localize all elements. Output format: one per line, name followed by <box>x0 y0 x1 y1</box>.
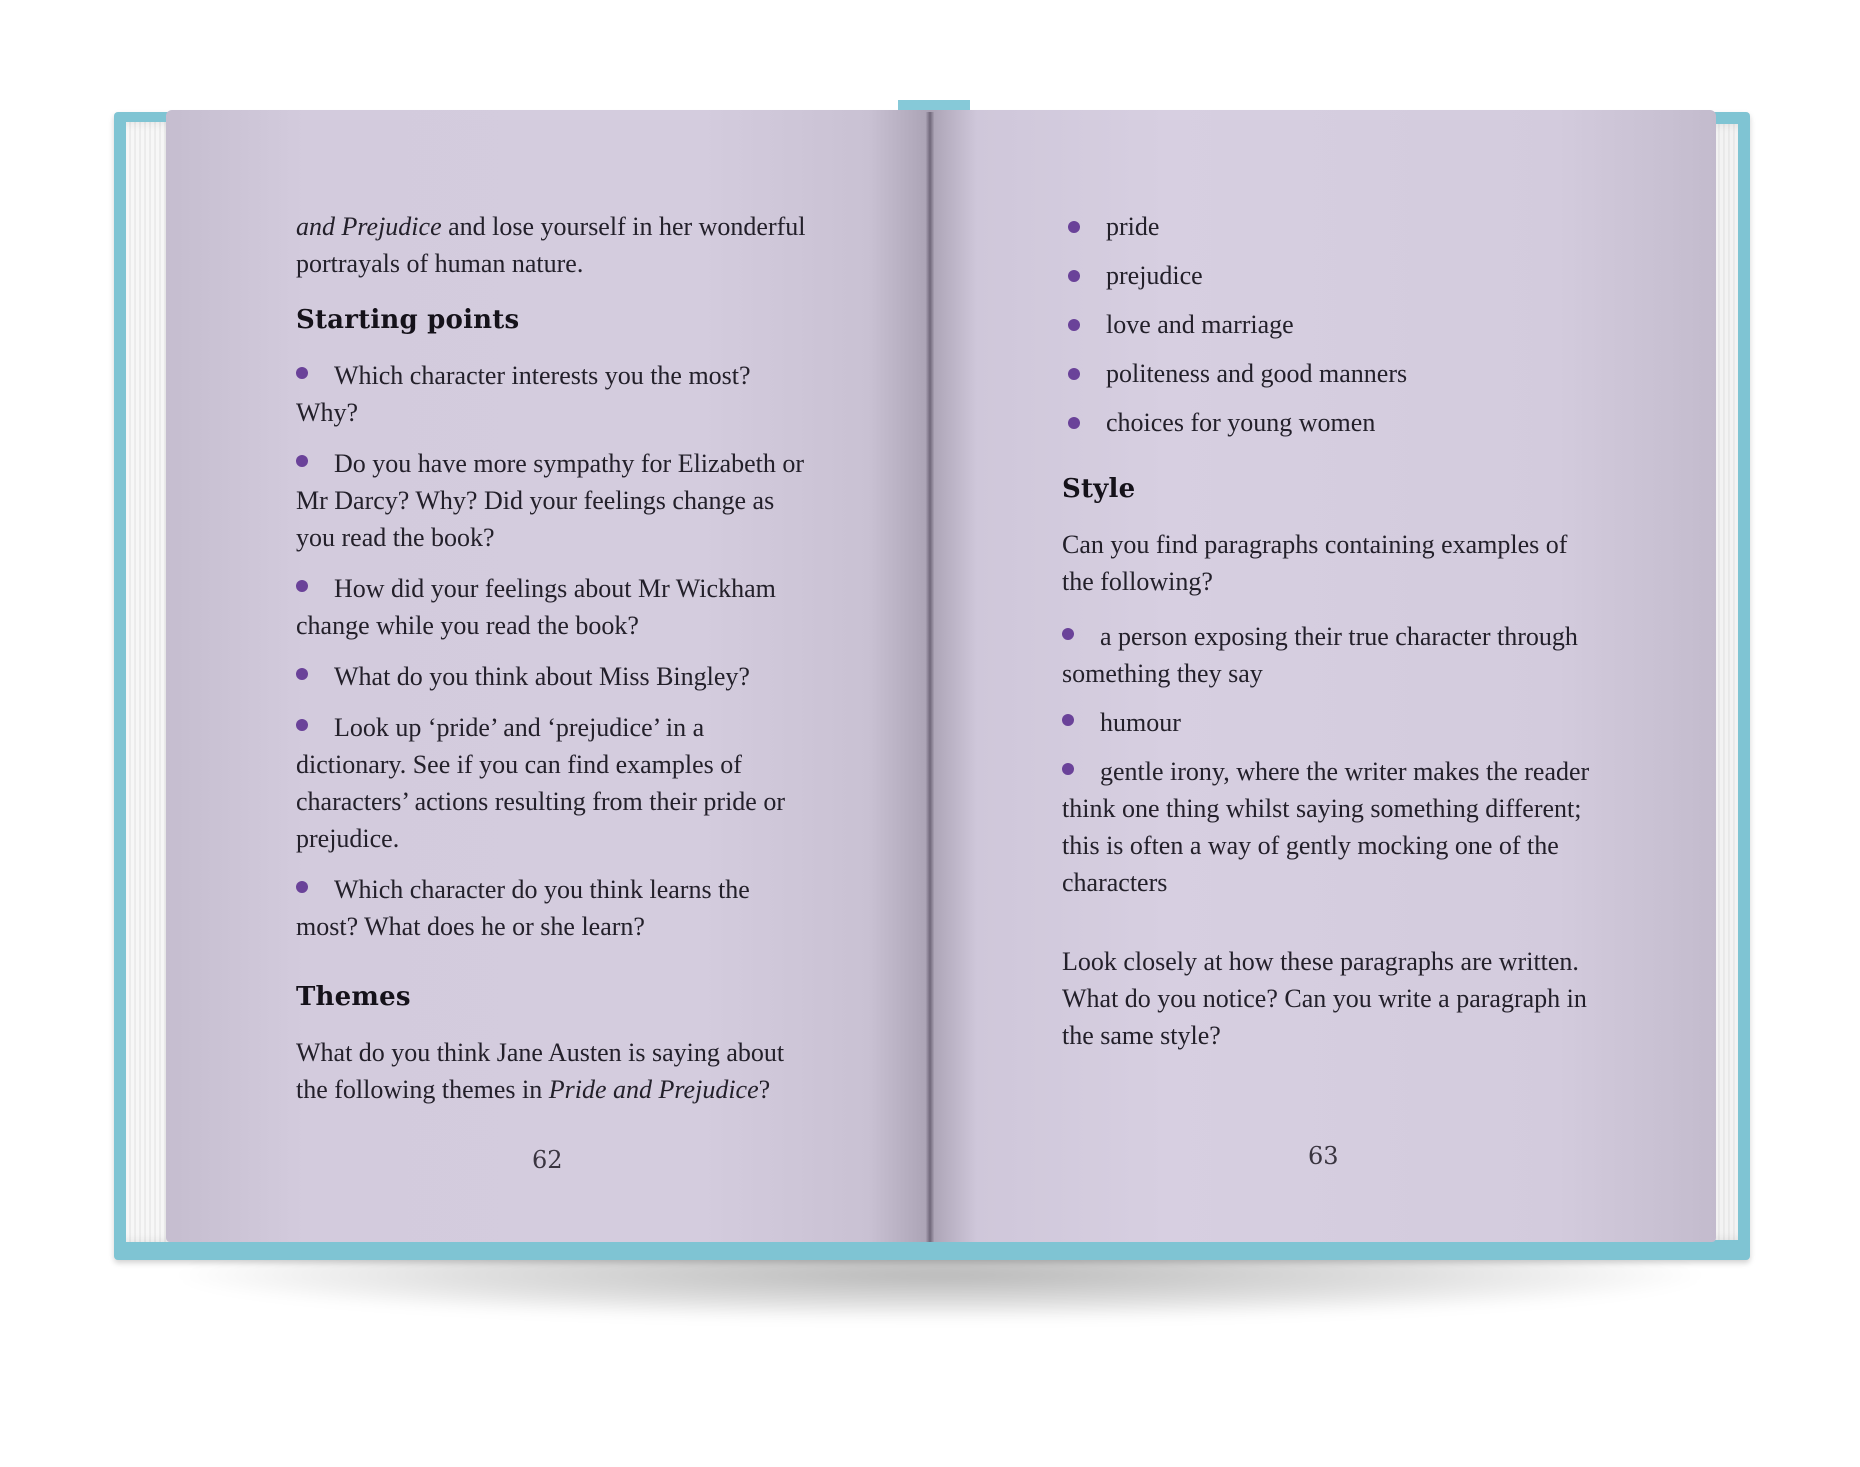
intro-paragraph <box>296 208 806 282</box>
starting-points-list <box>296 357 806 945</box>
page-number-left: 62 <box>532 1146 563 1174</box>
themes-list <box>1062 208 1602 441</box>
intro-italic: and Prejudice <box>296 212 442 241</box>
question-text: How did your feelings about Mr Wickham change while you read the book? <box>296 574 776 640</box>
page-number-right: 63 <box>1308 1142 1339 1170</box>
theme-text: prejudice <box>1106 261 1203 290</box>
themes-text-after: ? <box>758 1075 771 1104</box>
themes-text-before: What do you think Jane Austen is saying about the following themes in <box>296 1038 785 1104</box>
list-item <box>1062 257 1602 294</box>
style-list <box>1062 618 1602 901</box>
question-text: Do you have more sympathy for Elizabeth or Mr Darcy? Why? Did your feelings change as you read the book? <box>296 449 805 552</box>
question-text: Which character interests you the most? Why? <box>296 361 751 427</box>
style-heading: Style <box>1062 474 1136 504</box>
question-text: Look up ‘pride’ and ‘prejudice’ in a dictionary. See if you can find examples of characters’ actions resulting from their pride or prejudice. <box>296 713 785 853</box>
list-item <box>296 871 806 945</box>
theme-text: choices for young women <box>1106 408 1376 437</box>
style-item-text: gentle irony, where the writer makes the reader think one thing whilst saying something different; this is often a way of gently mocking one of the characters <box>1062 757 1590 897</box>
bullet-icon <box>1068 319 1080 331</box>
theme-text: love and marriage <box>1106 310 1294 339</box>
style-intro: Can you find paragraphs containing examples of the following? <box>1062 530 1568 596</box>
bullet-icon <box>296 719 308 731</box>
bullet-icon <box>1068 368 1080 380</box>
style-item-text: a person exposing their true character through something they say <box>1062 622 1578 688</box>
bullet-icon <box>296 367 308 379</box>
bullet-icon <box>1062 628 1074 640</box>
themes-paragraph <box>296 1034 806 1108</box>
list-item <box>296 357 806 431</box>
list-item <box>1062 618 1602 692</box>
book-gutter <box>926 112 934 1242</box>
bullet-icon <box>1062 763 1074 775</box>
list-item <box>1062 753 1602 901</box>
list-item <box>1062 355 1602 392</box>
style-closing: Look closely at how these paragraphs are written. What do you notice? Can you write a paragraph in the same style? <box>1062 947 1587 1050</box>
style-item-text: humour <box>1100 708 1181 737</box>
list-item <box>1062 306 1602 343</box>
theme-text: pride <box>1106 212 1160 241</box>
list-item <box>1062 704 1602 741</box>
list-item <box>296 658 806 695</box>
theme-text: politeness and good manners <box>1106 359 1408 388</box>
bullet-icon <box>1068 221 1080 233</box>
right-page-text <box>1062 208 1602 1054</box>
list-item <box>296 709 806 857</box>
bullet-icon <box>296 580 308 592</box>
bullet-icon <box>1068 270 1080 282</box>
left-page-text <box>296 208 806 1108</box>
themes-text-italic: Pride and Prejudice <box>548 1075 759 1104</box>
list-item <box>296 570 806 644</box>
list-item <box>1062 208 1602 245</box>
bullet-icon <box>296 668 308 680</box>
starting-points-heading: Starting points <box>296 305 520 335</box>
question-text: Which character do you think learns the most? What does he or she learn? <box>296 875 750 941</box>
intro-rest: and lose yourself in her wonderful portrayals of human nature. <box>296 212 806 278</box>
bullet-icon <box>1062 714 1074 726</box>
list-item <box>296 445 806 556</box>
bullet-icon <box>1068 417 1080 429</box>
list-item <box>1062 404 1602 441</box>
bullet-icon <box>296 455 308 467</box>
bullet-icon <box>296 881 308 893</box>
question-text: What do you think about Miss Bingley? <box>334 662 750 691</box>
themes-heading: Themes <box>296 982 411 1012</box>
